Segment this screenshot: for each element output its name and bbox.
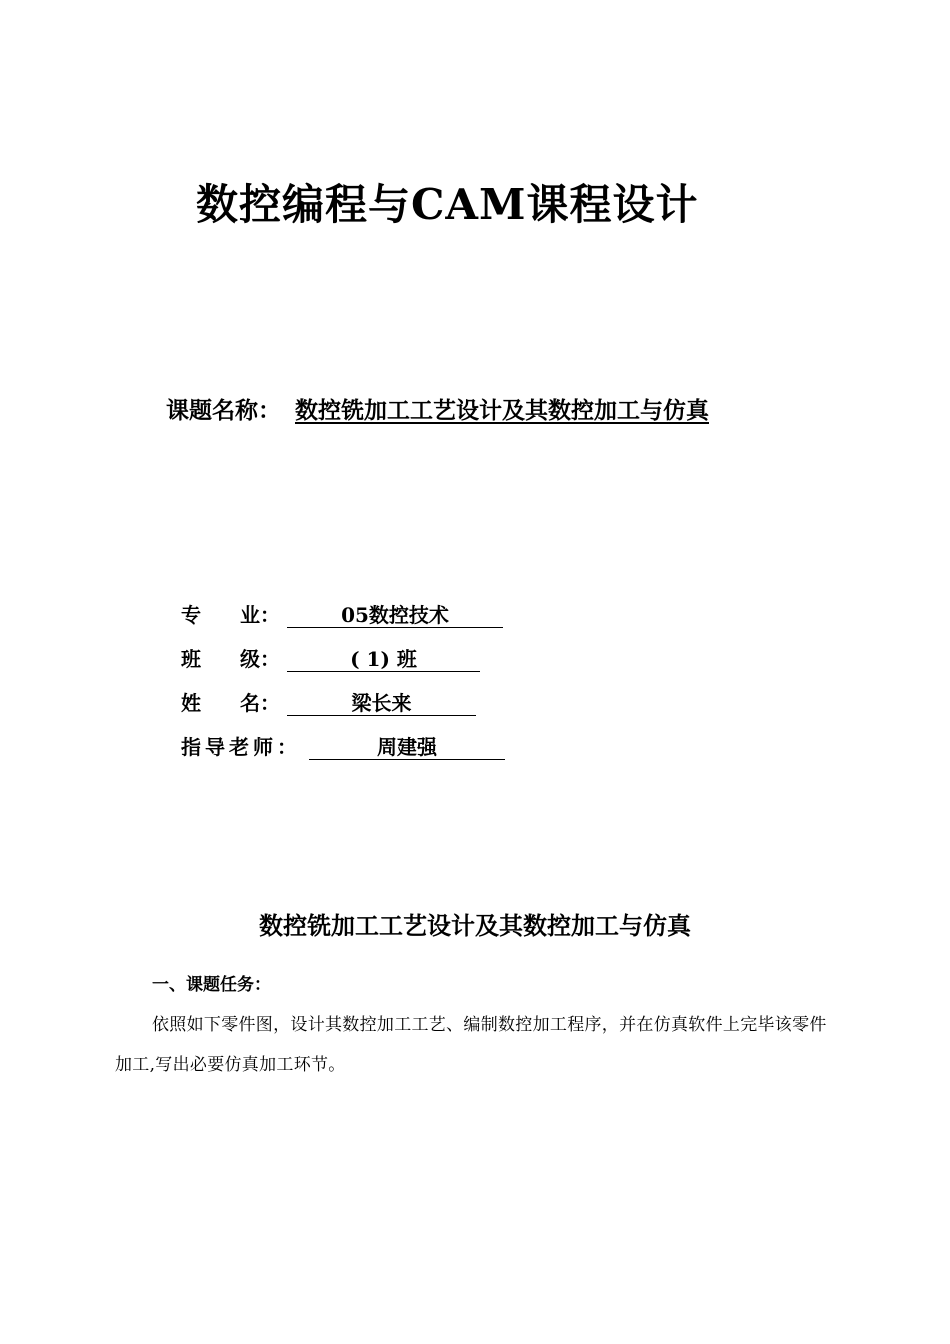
- class-label: 班 级：: [181, 647, 280, 671]
- topic-value: 数控铣加工工艺设计及其数控加工与仿真: [295, 397, 709, 424]
- class-value: ( 1) 班: [287, 647, 480, 672]
- topic-row: [166, 392, 709, 425]
- major-row: [181, 598, 503, 628]
- main-title: 数控编程与CAM课程设计: [196, 180, 699, 229]
- class-row: [181, 642, 480, 672]
- name-row: [181, 686, 476, 716]
- name-value: 梁长来: [287, 691, 476, 716]
- name-label: 姓 名：: [181, 691, 280, 715]
- advisor-row: [181, 730, 505, 760]
- major-label: 专 业：: [181, 603, 280, 627]
- task-heading: 一、课题任务：: [152, 975, 271, 995]
- task-body: 依照如下零件图，设计其数控加工工艺、编制数控加工程序，并在仿真软件上完毕该零件加工,写出必要仿真加工环节。: [115, 1015, 827, 1075]
- major-value: 05数控技术: [287, 603, 503, 628]
- advisor-label: 指导老师：: [181, 735, 301, 759]
- section-title: 数控铣加工工艺设计及其数控加工与仿真: [259, 911, 691, 940]
- advisor-value: 周建强: [309, 735, 505, 760]
- topic-label: 课题名称：: [166, 397, 281, 424]
